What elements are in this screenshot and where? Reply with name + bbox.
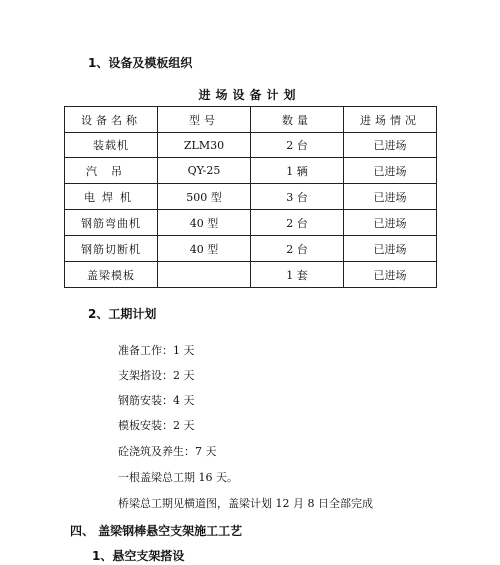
- table-row: [65, 158, 437, 184]
- table-header-row: [65, 107, 437, 133]
- cell-status: 已进场: [344, 236, 437, 262]
- cell-status: 已进场: [344, 133, 437, 158]
- cell-model: 40 型: [158, 236, 251, 262]
- schedule-item: 准备工作：1 天: [118, 344, 195, 357]
- cell-quantity: 2 台: [251, 236, 344, 262]
- cell-status: 已进场: [344, 184, 437, 210]
- header-cell-quantity: 数量: [251, 107, 344, 133]
- cell-name: 汽吊: [65, 158, 158, 184]
- equipment-heading: 1、设备及模板组织: [88, 56, 193, 70]
- cell-model: 500 型: [158, 184, 251, 210]
- table-row: [65, 236, 437, 262]
- cell-model: 40 型: [158, 210, 251, 236]
- schedule-item: 模板安装：2 天: [118, 419, 195, 432]
- header-cell-model: 型号: [158, 107, 251, 133]
- table-row: [65, 133, 437, 158]
- cell-quantity: 3 台: [251, 184, 344, 210]
- cell-name: 电焊机: [65, 184, 158, 210]
- cell-status: 已进场: [344, 262, 437, 288]
- cell-quantity: 2 台: [251, 133, 344, 158]
- cell-name: 盖梁模板: [65, 262, 158, 288]
- equipment-table: [64, 106, 437, 288]
- cell-model: [158, 262, 251, 288]
- cell-status: 已进场: [344, 158, 437, 184]
- cell-status: 已进场: [344, 210, 437, 236]
- schedule-item: 砼浇筑及养生：7 天: [118, 445, 217, 458]
- cell-quantity: 2 台: [251, 210, 344, 236]
- cell-quantity: 1 辆: [251, 158, 344, 184]
- schedule-item: 支架搭设：2 天: [118, 369, 195, 382]
- schedule-note: 桥梁总工期见横道图，盖梁计划 12 月 8 日全部完成: [118, 497, 373, 510]
- table-row: [65, 184, 437, 210]
- table-title: 进场设备计划: [198, 88, 301, 102]
- schedule-item: 钢筋安装：4 天: [118, 394, 195, 407]
- cell-name: 钢筋弯曲机: [65, 210, 158, 236]
- header-cell-name: 设备名称: [65, 107, 158, 133]
- support-heading: 1、悬空支架搭设: [92, 549, 185, 563]
- header-cell-status: 进场情况: [344, 107, 437, 133]
- cell-quantity: 1 套: [251, 262, 344, 288]
- schedule-total: 一根盖梁总工期 16 天。: [118, 471, 238, 484]
- table-row: [65, 210, 437, 236]
- cell-model: ZLM30: [158, 133, 251, 158]
- cell-name: 装载机: [65, 133, 158, 158]
- cell-model: QY-25: [158, 158, 251, 184]
- cell-name: 钢筋切断机: [65, 236, 158, 262]
- schedule-heading: 2、工期计划: [88, 307, 157, 321]
- table-row: [65, 262, 437, 288]
- process-heading: 四、 盖梁钢棒悬空支架施工工艺: [70, 524, 243, 538]
